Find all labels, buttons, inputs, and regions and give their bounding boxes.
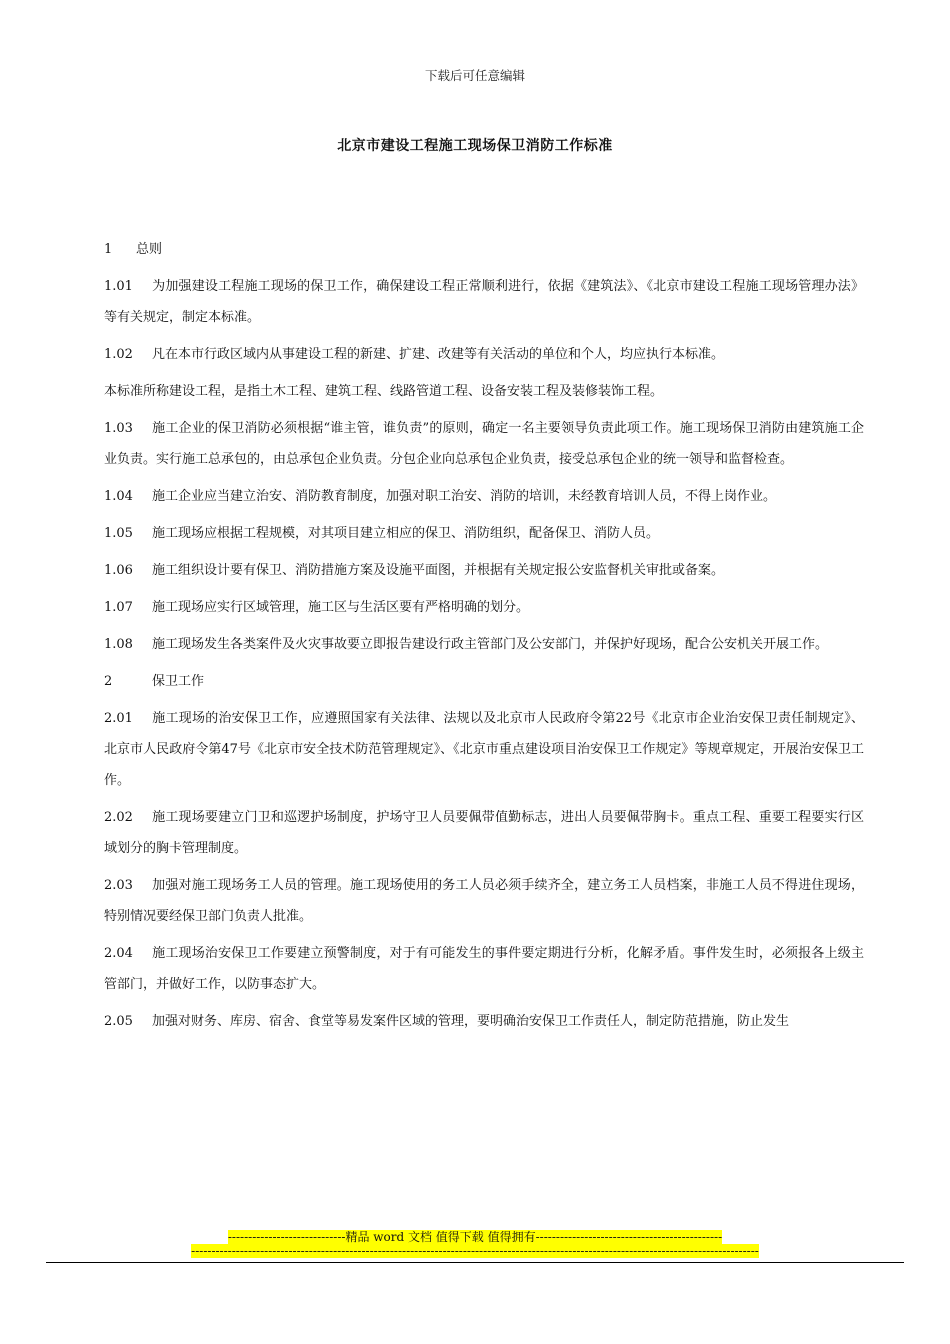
paragraph: [104, 703, 864, 796]
clause-text: 施工现场应实行区域管理，施工区与生活区要有严格明确的划分。: [152, 600, 530, 615]
clause-text: 施工现场要建立门卫和巡逻护场制度，护场守卫人员要佩带值勤标志，进出人员要佩带胸卡。重点工程、重要工程要实行区域划分的胸卡管理制度。: [104, 810, 864, 856]
document-body: [104, 234, 864, 1043]
clause-text: 保卫工作: [152, 674, 205, 689]
paragraph: [104, 592, 864, 623]
paragraph: [104, 870, 864, 932]
footer-banner-line2: --------------------------------------------------------------------------------------------------------------------------------------------: [191, 1244, 759, 1258]
paragraph: [104, 555, 864, 586]
header-note: 下载后可任意编辑: [424, 68, 525, 83]
clause-number: 1.08: [104, 637, 133, 652]
clause-number: 1.05: [104, 526, 133, 541]
clause-number: 2.02: [104, 810, 133, 825]
section-heading: [104, 234, 864, 265]
clause-number: 1.03: [104, 421, 133, 436]
clause-text: 加强对施工现场务工人员的管理。施工现场使用的务工人员必须手续齐全，建立务工人员档案，非施工人员不得进住现场，特别情况要经保卫部门负责人批准。: [104, 878, 864, 924]
clause-number: 1.04: [104, 489, 133, 504]
clause-text: 施工组织设计要有保卫、消防措施方案及设施平面图，并根据有关规定报公安监督机关审批或备案。: [152, 563, 725, 578]
paragraph: [104, 339, 864, 370]
footer-divider: [46, 1262, 904, 1263]
clause-number: 1.06: [104, 563, 133, 578]
clause-number: 2.04: [104, 946, 133, 961]
paragraph: [104, 376, 864, 407]
clause-number: 2: [104, 674, 113, 689]
clause-text: 加强对财务、库房、宿舍、食堂等易发案件区域的管理，要明确治安保卫工作责任人，制定防范措施，防止发生: [152, 1014, 790, 1029]
footer-banner: [0, 1230, 950, 1244]
paragraph: [104, 481, 864, 512]
paragraph: [104, 413, 864, 475]
paragraph: [104, 1006, 864, 1037]
clause-text: 施工现场的治安保卫工作，应遵照国家有关法律、法规以及北京市人民政府令第22号《北京市企业治安保卫责任制规定》、北京市人民政府令第47号《北京市安全技术防范管理规定》、《北京市重点建设项目治安保卫工作规定》等规章规定，开展治安保卫工作。: [104, 711, 864, 788]
clause-text: 施工现场治安保卫工作要建立预警制度，对于有可能发生的事件要定期进行分析，化解矛盾。事件发生时，必须报各上级主管部门，并做好工作，以防事态扩大。: [104, 946, 864, 992]
clause-number: 1.07: [104, 600, 133, 615]
paragraph: [104, 629, 864, 660]
paragraph: [104, 938, 864, 1000]
paragraph: [104, 271, 864, 333]
clause-text: 施工企业的保卫消防必须根据“谁主管，谁负责”的原则，确定一名主要领导负责此项工作。施工现场保卫消防由建筑施工企业负责。实行施工总承包的，由总承包企业负责。分包企业向总承包企业负责，接受总承包企业的统一领导和监督检查。: [104, 421, 864, 467]
clause-text: 施工企业应当建立治安、消防教育制度，加强对职工治安、消防的培训，未经教育培训人员，不得上岗作业。: [152, 489, 777, 504]
clause-number: 1: [104, 242, 113, 257]
clause-number: 2.05: [104, 1014, 133, 1029]
clause-text: 本标准所称建设工程，是指土木工程、建筑工程、线路管道工程、设备安装工程及装修装饰工程。: [104, 384, 664, 399]
clause-number: 1.02: [104, 347, 133, 362]
clause-text: 凡在本市行政区域内从事建设工程的新建、扩建、改建等有关活动的单位和个人，均应执行本标准。: [152, 347, 725, 362]
clause-text: 总则: [136, 242, 163, 257]
footer-banner: [0, 1244, 950, 1258]
paragraph: [104, 802, 864, 864]
section-heading: [104, 666, 864, 697]
clause-text: 为加强建设工程施工现场的保卫工作，确保建设工程正常顺利进行，依据《建筑法》、《北京市建设工程施工现场管理办法》等有关规定，制定本标准。: [104, 279, 864, 325]
clause-number: 2.01: [104, 711, 133, 726]
clause-number: 1.01: [104, 279, 133, 294]
footer-banner-line1: -----------------------------精品 word 文档 值得下载 值得拥有----------------------------------------------: [227, 1230, 723, 1244]
clause-text: 施工现场应根据工程规模，对其项目建立相应的保卫、消防组织，配备保卫、消防人员。: [152, 526, 660, 541]
clause-text: 施工现场发生各类案件及火灾事故要立即报告建设行政主管部门及公安部门，并保护好现场，配合公安机关开展工作。: [152, 637, 829, 652]
clause-number: 2.03: [104, 878, 133, 893]
paragraph: [104, 518, 864, 549]
document-title: 北京市建设工程施工现场保卫消防工作标准: [337, 138, 613, 154]
